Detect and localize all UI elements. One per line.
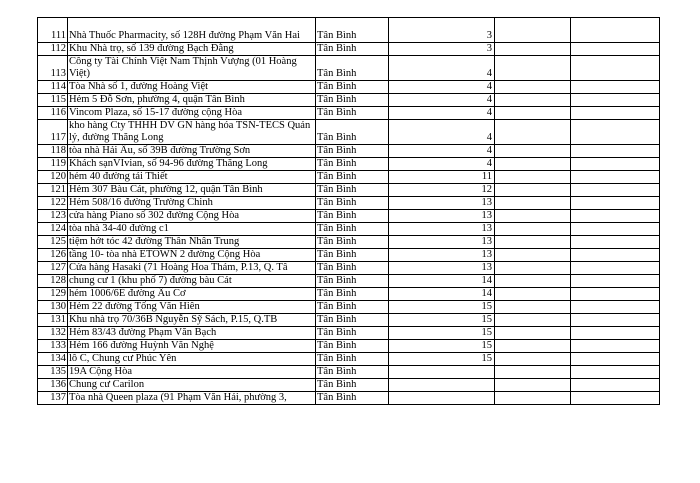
- empty-cell[interactable]: [495, 210, 571, 223]
- count-cell[interactable]: 4: [389, 94, 495, 107]
- row-number-cell[interactable]: 120: [38, 171, 68, 184]
- district-cell[interactable]: Tân Bình: [316, 249, 389, 262]
- address-cell[interactable]: tiệm hớt tóc 42 đường Thân Nhân Trung: [68, 236, 316, 249]
- empty-cell[interactable]: [495, 94, 571, 107]
- address-cell[interactable]: Nhà Thuốc Pharmacity, số 128H đường Phạm Văn Hai: [68, 18, 316, 43]
- district-cell[interactable]: Tân Bình: [316, 275, 389, 288]
- empty-cell[interactable]: [495, 353, 571, 366]
- district-cell[interactable]: Tân Bình: [316, 301, 389, 314]
- empty-cell[interactable]: [495, 145, 571, 158]
- table-row: [38, 223, 660, 236]
- district-cell[interactable]: Tân Bình: [316, 210, 389, 223]
- empty-cell[interactable]: [571, 197, 660, 210]
- empty-cell[interactable]: [571, 56, 660, 81]
- count-cell[interactable]: 4: [389, 120, 495, 145]
- count-cell[interactable]: 11: [389, 171, 495, 184]
- district-cell[interactable]: Tân Bình: [316, 94, 389, 107]
- row-number-cell[interactable]: 128: [38, 275, 68, 288]
- empty-cell[interactable]: [571, 184, 660, 197]
- empty-cell[interactable]: [571, 171, 660, 184]
- district-cell[interactable]: Tân Bình: [316, 288, 389, 301]
- district-cell[interactable]: Tân Bình: [316, 56, 389, 81]
- empty-cell[interactable]: [495, 197, 571, 210]
- address-cell[interactable]: lô C, Chung cư Phúc Yên: [68, 353, 316, 366]
- district-cell[interactable]: Tân Bình: [316, 43, 389, 56]
- row-number-cell[interactable]: 132: [38, 327, 68, 340]
- count-cell[interactable]: 13: [389, 197, 495, 210]
- empty-cell[interactable]: [495, 392, 571, 405]
- count-cell[interactable]: 13: [389, 249, 495, 262]
- row-number-cell[interactable]: 137: [38, 392, 68, 405]
- row-number-cell[interactable]: 135: [38, 366, 68, 379]
- table-row: [38, 262, 660, 275]
- empty-cell[interactable]: [495, 340, 571, 353]
- count-cell[interactable]: 15: [389, 301, 495, 314]
- empty-cell[interactable]: [571, 43, 660, 56]
- row-number-cell[interactable]: 113: [38, 56, 68, 81]
- table-row: [38, 107, 660, 120]
- count-cell[interactable]: 15: [389, 327, 495, 340]
- table-row: [38, 184, 660, 197]
- count-cell[interactable]: 14: [389, 275, 495, 288]
- address-cell[interactable]: Khu Nhà trọ, số 139 đường Bạch Đằng: [68, 43, 316, 56]
- district-cell[interactable]: Tân Bình: [316, 236, 389, 249]
- count-cell[interactable]: 13: [389, 223, 495, 236]
- table-row: [38, 81, 660, 94]
- address-cell[interactable]: tòa nhà Hải Âu, số 39B đường Trường Sơn: [68, 145, 316, 158]
- table-row: [38, 56, 660, 81]
- count-cell[interactable]: 4: [389, 107, 495, 120]
- count-cell[interactable]: 4: [389, 145, 495, 158]
- spreadsheet-table: [37, 17, 660, 405]
- table-row: [38, 379, 660, 392]
- empty-cell[interactable]: [495, 288, 571, 301]
- empty-cell[interactable]: [495, 262, 571, 275]
- district-cell[interactable]: Tân Bình: [316, 392, 389, 405]
- table-row: [38, 340, 660, 353]
- row-number-cell[interactable]: 114: [38, 81, 68, 94]
- empty-cell[interactable]: [495, 120, 571, 145]
- address-cell[interactable]: cửa hàng Piano số 302 đường Cộng Hòa: [68, 210, 316, 223]
- count-cell[interactable]: 13: [389, 210, 495, 223]
- count-cell[interactable]: 15: [389, 340, 495, 353]
- address-cell[interactable]: Hẻm 5 Đỗ Sơn, phường 4, quận Tân Bình: [68, 94, 316, 107]
- empty-cell[interactable]: [571, 275, 660, 288]
- row-number-cell[interactable]: 111: [38, 18, 68, 43]
- empty-cell[interactable]: [495, 81, 571, 94]
- row-number-cell[interactable]: 134: [38, 353, 68, 366]
- empty-cell[interactable]: [571, 158, 660, 171]
- table-row: [38, 197, 660, 210]
- table-body: [38, 18, 660, 405]
- table-row: [38, 366, 660, 379]
- district-cell[interactable]: Tân Bình: [316, 197, 389, 210]
- empty-cell[interactable]: [495, 275, 571, 288]
- address-cell[interactable]: Vincom Plaza, số 15-17 đường cộng Hòa: [68, 107, 316, 120]
- district-cell[interactable]: Tân Bình: [316, 353, 389, 366]
- row-number-cell[interactable]: 136: [38, 379, 68, 392]
- district-cell[interactable]: Tân Bình: [316, 340, 389, 353]
- district-cell[interactable]: Tân Bình: [316, 379, 389, 392]
- count-cell[interactable]: 12: [389, 184, 495, 197]
- row-number-cell[interactable]: 131: [38, 314, 68, 327]
- empty-cell[interactable]: [571, 249, 660, 262]
- address-cell[interactable]: Công ty Tài Chính Việt Nam Thịnh Vượng (01 Hoàng Việt): [68, 56, 316, 81]
- row-number-cell[interactable]: 127: [38, 262, 68, 275]
- table-row: [38, 158, 660, 171]
- count-cell[interactable]: 4: [389, 81, 495, 94]
- empty-cell[interactable]: [571, 262, 660, 275]
- table-row: [38, 120, 660, 145]
- empty-cell[interactable]: [495, 107, 571, 120]
- count-cell[interactable]: 15: [389, 314, 495, 327]
- empty-cell[interactable]: [571, 366, 660, 379]
- empty-cell[interactable]: [495, 56, 571, 81]
- empty-cell[interactable]: [571, 223, 660, 236]
- district-cell[interactable]: Tân Bình: [316, 366, 389, 379]
- table-row: [38, 236, 660, 249]
- address-cell[interactable]: Hẻm 83/43 đường Phạm Văn Bạch: [68, 327, 316, 340]
- empty-cell[interactable]: [495, 327, 571, 340]
- address-cell[interactable]: Hẻm 22 đường Tống Văn Hiên: [68, 301, 316, 314]
- table-row: [38, 288, 660, 301]
- row-number-cell[interactable]: 121: [38, 184, 68, 197]
- address-cell[interactable]: hẻm 1006/6E đường Âu Cơ: [68, 288, 316, 301]
- row-number-cell[interactable]: 112: [38, 43, 68, 56]
- empty-cell[interactable]: [495, 184, 571, 197]
- table-row: [38, 210, 660, 223]
- empty-cell[interactable]: [495, 43, 571, 56]
- table-row: [38, 327, 660, 340]
- address-cell[interactable]: Hẻm 307 Bàu Cát, phường 12, quận Tân Bình: [68, 184, 316, 197]
- address-cell[interactable]: Hẻm 166 đường Huỳnh Văn Nghệ: [68, 340, 316, 353]
- empty-cell[interactable]: [571, 145, 660, 158]
- district-cell[interactable]: Tân Bình: [316, 314, 389, 327]
- address-cell[interactable]: tầng 10- tòa nhà ETOWN 2 đường Cộng Hòa: [68, 249, 316, 262]
- count-cell[interactable]: 14: [389, 288, 495, 301]
- row-number-cell[interactable]: 129: [38, 288, 68, 301]
- count-cell[interactable]: 13: [389, 262, 495, 275]
- district-cell[interactable]: Tân Bình: [316, 327, 389, 340]
- row-number-cell[interactable]: 118: [38, 145, 68, 158]
- count-cell[interactable]: 4: [389, 158, 495, 171]
- table-row: [38, 43, 660, 56]
- count-cell[interactable]: 13: [389, 236, 495, 249]
- district-cell[interactable]: Tân Bình: [316, 81, 389, 94]
- empty-cell[interactable]: [571, 94, 660, 107]
- empty-cell[interactable]: [495, 223, 571, 236]
- row-number-cell[interactable]: 126: [38, 249, 68, 262]
- row-number-cell[interactable]: 116: [38, 107, 68, 120]
- address-cell[interactable]: Khu nhà trọ 70/36B Nguyễn Sỹ Sách, P.15, Q.TB: [68, 314, 316, 327]
- row-number-cell[interactable]: 125: [38, 236, 68, 249]
- row-number-cell[interactable]: 117: [38, 120, 68, 145]
- empty-cell[interactable]: [495, 301, 571, 314]
- table-row: [38, 94, 660, 107]
- count-cell[interactable]: [389, 366, 495, 379]
- district-cell[interactable]: Tân Bình: [316, 171, 389, 184]
- count-cell[interactable]: 4: [389, 56, 495, 81]
- table-row: [38, 18, 660, 43]
- district-cell[interactable]: Tân Bình: [316, 184, 389, 197]
- district-cell[interactable]: Tân Bình: [316, 262, 389, 275]
- row-number-cell[interactable]: 119: [38, 158, 68, 171]
- empty-cell[interactable]: [495, 379, 571, 392]
- address-cell[interactable]: Tòa Nhà số 1, đường Hoàng Việt: [68, 81, 316, 94]
- table-row: [38, 301, 660, 314]
- address-cell[interactable]: 19A Cộng Hòa: [68, 366, 316, 379]
- empty-cell[interactable]: [571, 18, 660, 43]
- row-number-cell[interactable]: 133: [38, 340, 68, 353]
- empty-cell[interactable]: [571, 340, 660, 353]
- address-cell[interactable]: Chung cư Carilon: [68, 379, 316, 392]
- empty-cell[interactable]: [495, 314, 571, 327]
- table-row: [38, 353, 660, 366]
- address-cell[interactable]: hẻm 40 đường tái Thiết: [68, 171, 316, 184]
- empty-cell[interactable]: [495, 236, 571, 249]
- empty-cell[interactable]: [571, 353, 660, 366]
- empty-cell[interactable]: [495, 18, 571, 43]
- address-cell[interactable]: Cửa hàng Hasaki (71 Hoàng Hoa Thám, P.13, Q. Tâ: [68, 262, 316, 275]
- count-cell[interactable]: [389, 392, 495, 405]
- table-row: [38, 314, 660, 327]
- empty-cell[interactable]: [571, 288, 660, 301]
- table-row: [38, 275, 660, 288]
- empty-cell[interactable]: [571, 301, 660, 314]
- count-cell[interactable]: 15: [389, 353, 495, 366]
- address-cell[interactable]: Hẻm 508/16 đường Trường Chinh: [68, 197, 316, 210]
- empty-cell[interactable]: [571, 120, 660, 145]
- count-cell[interactable]: 3: [389, 18, 495, 43]
- district-cell[interactable]: Tân Bình: [316, 107, 389, 120]
- district-cell[interactable]: Tân Bình: [316, 223, 389, 236]
- empty-cell[interactable]: [495, 249, 571, 262]
- empty-cell[interactable]: [571, 379, 660, 392]
- row-number-cell[interactable]: 123: [38, 210, 68, 223]
- empty-cell[interactable]: [495, 171, 571, 184]
- address-cell[interactable]: kho hàng Cty THHH DV GN hàng hóa TSN-TECS Quản lý, đường Thăng Long: [68, 120, 316, 145]
- count-cell[interactable]: 3: [389, 43, 495, 56]
- address-cell[interactable]: Tòa nhà Queen plaza (91 Phạm Văn Hải, phường 3,: [68, 392, 316, 405]
- count-cell[interactable]: [389, 379, 495, 392]
- empty-cell[interactable]: [495, 366, 571, 379]
- empty-cell[interactable]: [571, 210, 660, 223]
- table-row: [38, 392, 660, 405]
- empty-cell[interactable]: [571, 81, 660, 94]
- empty-cell[interactable]: [571, 392, 660, 405]
- row-number-cell[interactable]: 115: [38, 94, 68, 107]
- district-cell[interactable]: Tân Bình: [316, 145, 389, 158]
- row-number-cell[interactable]: 124: [38, 223, 68, 236]
- address-cell[interactable]: tòa nhà 34-40 đường c1: [68, 223, 316, 236]
- table-row: [38, 249, 660, 262]
- empty-cell[interactable]: [495, 158, 571, 171]
- address-cell[interactable]: chung cư 1 (khu phố 7) đường bàu Cát: [68, 275, 316, 288]
- table-row: [38, 171, 660, 184]
- empty-cell[interactable]: [571, 236, 660, 249]
- empty-cell[interactable]: [571, 314, 660, 327]
- empty-cell[interactable]: [571, 327, 660, 340]
- row-number-cell[interactable]: 130: [38, 301, 68, 314]
- district-cell[interactable]: Tân Bình: [316, 120, 389, 145]
- district-cell[interactable]: Tân Bình: [316, 158, 389, 171]
- empty-cell[interactable]: [571, 107, 660, 120]
- address-cell[interactable]: Khách sạnVIvian, số 94-96 đường Thăng Long: [68, 158, 316, 171]
- row-number-cell[interactable]: 122: [38, 197, 68, 210]
- district-cell[interactable]: Tân Bình: [316, 18, 389, 43]
- table-row: [38, 145, 660, 158]
